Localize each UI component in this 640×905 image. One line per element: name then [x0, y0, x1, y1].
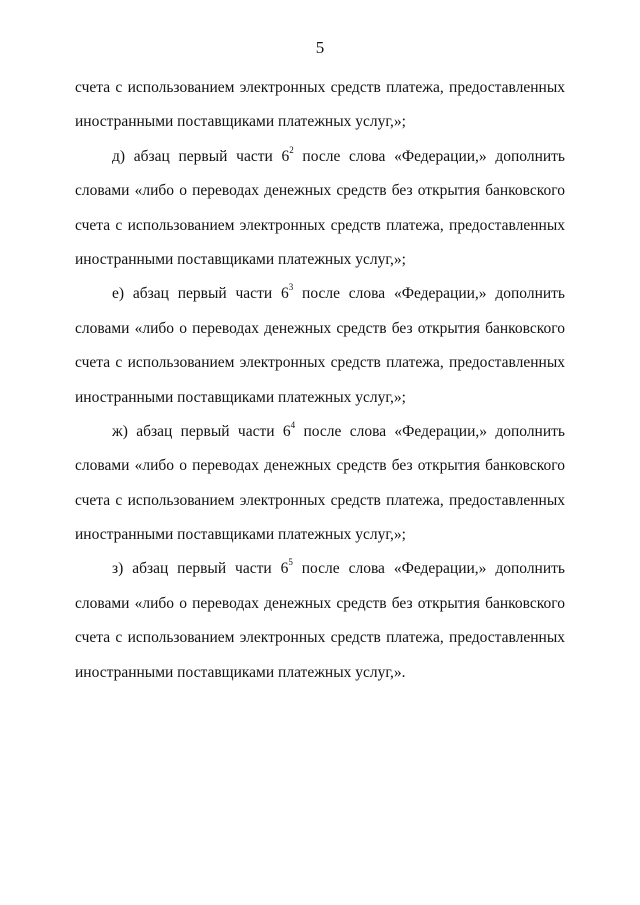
item-zh-line-2: счета с использованием электронных средств платежа, предоставленных: [75, 491, 565, 509]
item-e-lead: [75, 280, 565, 314]
item-zh-lead: [75, 418, 565, 452]
item-zh-line-3: иностранными поставщиками платежных услуг,»;: [75, 526, 406, 544]
item-z-line-3: иностранными поставщиками платежных услуг,».: [75, 663, 406, 681]
item-z-superscript: 5: [288, 557, 293, 568]
item-e-lead-after: после слова «Федерации,» дополнить: [293, 285, 565, 303]
item-zh-superscript: 4: [290, 419, 296, 430]
item-z-lead: [75, 555, 565, 589]
item-d-superscript: 2: [289, 144, 294, 155]
item-d-lead: [75, 143, 565, 177]
intro-line-2: иностранными поставщиками платежных услуг,»;: [75, 113, 406, 131]
item-e-lead-before: е) абзац первый части 6: [112, 285, 289, 303]
page-number: 5: [315, 38, 325, 57]
item-zh-lead-before: ж) абзац первый части 6: [112, 422, 291, 440]
item-zh-line-1: словами «либо о переводах денежных средств без открытия банковского: [75, 457, 565, 475]
intro-line-1: счета с использованием электронных средств платежа, предоставленных: [75, 79, 565, 96]
item-d-line-3: иностранными поставщиками платежных услуг,»;: [75, 250, 406, 268]
item-z-line-2: счета с использованием электронных средств платежа, предоставленных: [75, 629, 565, 647]
item-z-lead-after: после слова «Федерации,» дополнить: [292, 560, 565, 578]
document-body: [75, 74, 565, 693]
item-z-line-1: словами «либо о переводах денежных средств без открытия банковского: [75, 594, 565, 612]
item-zh-lead-after: после слова «Федерации,» дополнить: [295, 422, 565, 440]
item-e-line-1: словами «либо о переводах денежных средств без открытия банковского: [75, 319, 565, 337]
item-d-lead-after: после слова «Федерации,» дополнить: [293, 147, 565, 165]
item-e-line-2: счета с использованием электронных средств платежа, предоставленных: [75, 354, 565, 372]
item-d-lead-before: д) абзац первый части 6: [112, 147, 290, 165]
item-e-line-3: иностранными поставщиками платежных услуг,»;: [75, 388, 406, 406]
item-d-line-1: словами «либо о переводах денежных средств без открытия банковского: [75, 182, 565, 200]
item-d-line-2: счета с использованием электронных средств платежа, предоставленных: [75, 216, 565, 234]
item-e-superscript: 3: [288, 282, 294, 293]
item-z-lead-before: з) абзац первый части 6: [112, 560, 289, 578]
